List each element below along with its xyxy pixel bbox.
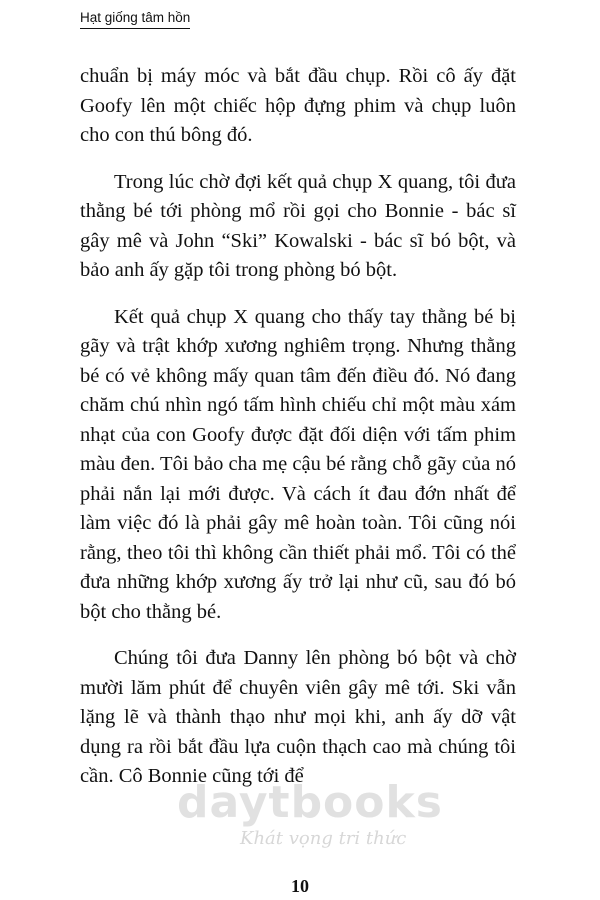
running-header: Hạt giống tâm hồn	[80, 10, 190, 29]
paragraph-cast-room: Chúng tôi đưa Danny lên phòng bó bột và chờ mười lăm phút để chuyên viên gây mê tới. Ski vẫn lặng lẽ và thành thạo như mọi khi, anh ấy dỡ vật dụng ra rồi bắt đầu lựa cuộn thạch cao mà chúng tôi cần. Cô Bonnie cũng tới để	[80, 647, 516, 787]
watermark-tagline: Khát vọng tri thức	[240, 828, 407, 849]
paragraph-xray-result: Kết quả chụp X quang cho thấy tay thằng bé bị gãy và trật khớp xương nghiêm trọng. Nhưng thằng bé có vẻ không mấy quan tâm đến điều đó. Nó đang chăm chú nhìn ngó tấm hình chiếu chỉ một màu xám nhạt của con Goofy được đặt đối diện với tấm phim màu đen. Tôi bảo cha mẹ cậu bé rằng chỗ gãy của nó phải nắn lại mới được. Và cách ít đau đớn nhất để làm việc đó là phải gây mê hoàn toàn. Tôi cũng nói rằng, theo tôi thì không cần thiết phải mổ. Tôi có thể đưa những khớp xương ấy trở lại như cũ, sau đó bó bột cho thằng bé.	[80, 305, 516, 623]
body-text	[80, 62, 516, 792]
paragraph-xray-wait: Trong lúc chờ đợi kết quả chụp X quang, tôi đưa thằng bé tới phòng mổ rồi gọi cho Bonnie - bác sĩ gây mê và John “Ski” Kowalski - bác sĩ bó bột, và bảo anh ấy gặp tôi trong phòng bó bột.	[80, 170, 516, 281]
page-number: 10	[291, 876, 309, 896]
watermark-brand: daytbooks	[177, 777, 443, 828]
paragraph-continued: chuẩn bị máy móc và bắt đầu chụp. Rồi cô ấy đặt Goofy lên một chiếc hộp đựng phim và chụp luôn cho con thú bông đó.	[80, 65, 516, 146]
